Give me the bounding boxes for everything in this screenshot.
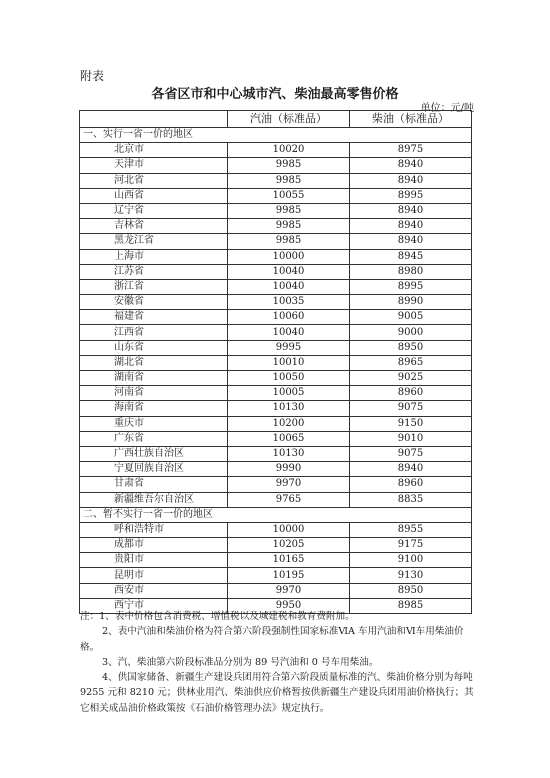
diesel-price-cell: 8940 [350,462,472,477]
unit-label: 单位：元/吨 [420,103,474,114]
region-cell: 海南省 [80,401,228,416]
table-row [80,264,472,279]
diesel-price-cell: 8995 [350,279,472,294]
diesel-price-cell: 8950 [350,583,472,598]
region-cell: 黑龙江省 [80,234,228,249]
region-cell: 江苏省 [80,264,228,279]
diesel-price-cell: 8940 [350,234,472,249]
gasoline-price-cell: 9765 [228,492,350,507]
region-cell: 河北省 [80,173,228,188]
region-cell: 昆明市 [80,568,228,583]
region-cell: 甘肃省 [80,477,228,492]
region-cell: 山西省 [80,188,228,203]
table-row [80,143,472,158]
table-row [80,325,472,340]
table-row [80,568,472,583]
region-cell: 吉林省 [80,219,228,234]
notes-section [80,609,480,716]
diesel-price-cell: 9010 [350,431,472,446]
gasoline-price-cell: 9995 [228,340,350,355]
gasoline-price-cell: 10200 [228,416,350,431]
diesel-price-cell: 8955 [350,522,472,537]
region-cell: 北京市 [80,143,228,158]
header-diesel: 柴油（标准品） [350,111,472,128]
region-cell: 河南省 [80,386,228,401]
table-header-row [80,111,472,128]
diesel-price-cell: 9175 [350,538,472,553]
table-row [80,158,472,173]
table-row [80,371,472,386]
region-cell: 天津市 [80,158,228,173]
region-cell: 西宁市 [80,598,228,613]
gasoline-price-cell: 9970 [228,477,350,492]
price-table [79,110,472,614]
table-row [80,462,472,477]
table-row [80,279,472,294]
gasoline-price-cell: 10040 [228,325,350,340]
diesel-price-cell: 8980 [350,264,472,279]
region-cell: 山东省 [80,340,228,355]
region-cell: 宁夏回族自治区 [80,462,228,477]
header-region [80,111,228,128]
section-two-row [80,507,472,522]
diesel-price-cell: 8975 [350,143,472,158]
note-4: 4、供国家储备、新疆生产建设兵团用符合第六阶段质量标准的汽、柴油价格分别为每吨 9255 元和 8210 元；供林业用汽、柴油供应价格暂按供新疆生产建设兵团用油价格执行；其它相关成品油价格政策按《石油价格管理办法》规定执行。 [80,672,474,714]
table-row [80,310,472,325]
diesel-price-cell: 9000 [350,325,472,340]
table-row [80,173,472,188]
table-row [80,188,472,203]
gasoline-price-cell: 10130 [228,446,350,461]
appendix-label: 附表 [80,69,105,83]
region-cell: 广东省 [80,431,228,446]
diesel-price-cell: 9100 [350,553,472,568]
gasoline-price-cell: 10035 [228,295,350,310]
table-row [80,477,472,492]
table-row [80,446,472,461]
gasoline-price-cell: 10165 [228,553,350,568]
diesel-price-cell: 9150 [350,416,472,431]
note-2: 2、表中汽油和柴油价格为符合第六阶段强制性国家标准ⅥA 车用汽油和Ⅵ车用柴油价格。 [80,626,464,653]
gasoline-price-cell: 9985 [228,173,350,188]
diesel-price-cell: 8940 [350,158,472,173]
gasoline-price-cell: 9970 [228,583,350,598]
gasoline-price-cell: 9985 [228,203,350,218]
gasoline-price-cell: 10010 [228,355,350,370]
document-title: 各省区市和中心城市汽、柴油最高零售价格 [151,87,399,102]
table-row [80,583,472,598]
diesel-price-cell: 8940 [350,173,472,188]
table-row [80,249,472,264]
gasoline-price-cell: 10065 [228,431,350,446]
table-row [80,416,472,431]
region-cell: 新疆维吾尔自治区 [80,492,228,507]
diesel-price-cell: 8985 [350,598,472,613]
region-cell: 安徽省 [80,295,228,310]
gasoline-price-cell: 9990 [228,462,350,477]
price-table-body [80,111,472,614]
note-1: 注：1、表中价格包含消费税、增值税以及城建税和教育费附加。 [80,611,355,622]
note-3: 3、汽、柴油第六阶段标准品分别为 89 号汽油和 0 号车用柴油。 [102,656,379,668]
diesel-price-cell: 9130 [350,568,472,583]
gasoline-price-cell: 10130 [228,401,350,416]
region-cell: 西安市 [80,583,228,598]
region-cell: 湖南省 [80,371,228,386]
table-row [80,295,472,310]
header-gasoline: 汽油（标准品） [228,111,350,128]
table-row [80,234,472,249]
diesel-price-cell: 9025 [350,371,472,386]
region-cell: 江西省 [80,325,228,340]
gasoline-price-cell: 10205 [228,538,350,553]
diesel-price-cell: 8940 [350,203,472,218]
region-cell: 福建省 [80,310,228,325]
section-two-row-label: 二、暂不实行一省一价的地区 [80,507,472,522]
gasoline-price-cell: 10005 [228,386,350,401]
diesel-price-cell: 8960 [350,386,472,401]
table-row [80,355,472,370]
gasoline-price-cell: 10020 [228,143,350,158]
diesel-price-cell: 9005 [350,310,472,325]
region-cell: 辽宁省 [80,203,228,218]
gasoline-price-cell: 10000 [228,522,350,537]
table-row [80,431,472,446]
gasoline-price-cell: 10000 [228,249,350,264]
diesel-price-cell: 8965 [350,355,472,370]
gasoline-price-cell: 10060 [228,310,350,325]
table-row [80,340,472,355]
region-cell: 广西壮族自治区 [80,446,228,461]
diesel-price-cell: 9075 [350,401,472,416]
table-row [80,401,472,416]
region-cell: 贵阳市 [80,553,228,568]
diesel-price-cell: 8995 [350,188,472,203]
region-cell: 呼和浩特市 [80,522,228,537]
diesel-price-cell: 9075 [350,446,472,461]
table-row [80,492,472,507]
table-row [80,219,472,234]
diesel-price-cell: 8835 [350,492,472,507]
table-row [80,538,472,553]
diesel-price-cell: 8960 [350,477,472,492]
gasoline-price-cell: 10040 [228,264,350,279]
table-row [80,553,472,568]
region-cell: 成都市 [80,538,228,553]
table-row [80,522,472,537]
diesel-price-cell: 8990 [350,295,472,310]
gasoline-price-cell: 10040 [228,279,350,294]
table-row [80,203,472,218]
section-one-row-label: 一、实行一省一价的地区 [80,128,472,143]
diesel-price-cell: 8950 [350,340,472,355]
gasoline-price-cell: 10050 [228,371,350,386]
gasoline-price-cell: 10055 [228,188,350,203]
region-cell: 上海市 [80,249,228,264]
diesel-price-cell: 8945 [350,249,472,264]
diesel-price-cell: 8940 [350,219,472,234]
gasoline-price-cell: 9985 [228,234,350,249]
gasoline-price-cell: 9985 [228,158,350,173]
section-one-row [80,128,472,143]
region-cell: 浙江省 [80,279,228,294]
gasoline-price-cell: 9950 [228,598,350,613]
gasoline-price-cell: 9985 [228,219,350,234]
gasoline-price-cell: 10195 [228,568,350,583]
table-row [80,386,472,401]
region-cell: 重庆市 [80,416,228,431]
region-cell: 湖北省 [80,355,228,370]
